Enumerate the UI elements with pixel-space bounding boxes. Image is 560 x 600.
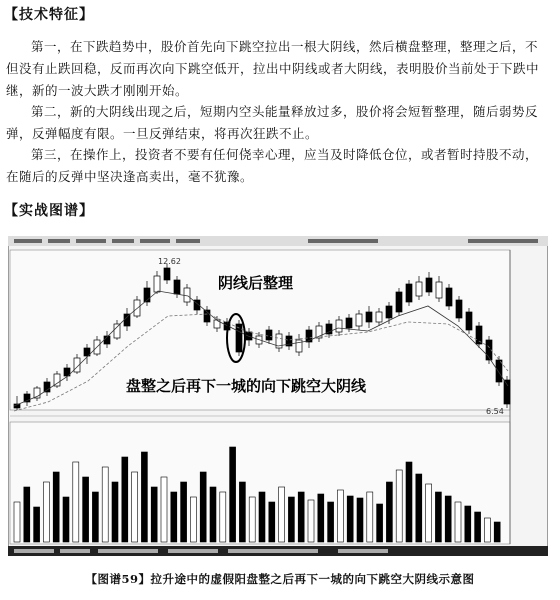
volume-bar bbox=[141, 452, 147, 542]
volume-bar bbox=[73, 462, 79, 542]
volume-bar bbox=[122, 457, 128, 542]
figure-caption: 【图谱59】拉升途中的虚假阳盘整之后再下一城的向下跳空大阴线示意图 bbox=[85, 572, 475, 586]
candle-body bbox=[416, 282, 422, 296]
candle-body bbox=[266, 330, 272, 340]
section-heading-chart: 【实战图谱】 bbox=[4, 203, 94, 219]
candle-body bbox=[184, 288, 190, 302]
candle-body bbox=[496, 360, 502, 382]
volume-bar bbox=[396, 470, 402, 542]
volume-bar bbox=[357, 498, 363, 542]
candle-body bbox=[366, 312, 372, 322]
candle-body bbox=[396, 292, 402, 312]
volume-bar bbox=[337, 490, 343, 542]
volume-bar bbox=[259, 492, 265, 542]
volume-bar bbox=[288, 497, 294, 542]
volume-bar bbox=[269, 502, 275, 542]
volume-bar bbox=[249, 497, 255, 542]
candle-body bbox=[346, 318, 352, 328]
candle-body bbox=[114, 324, 120, 338]
candle-body bbox=[386, 306, 392, 318]
volume-bar bbox=[171, 492, 177, 542]
volume-bar bbox=[328, 502, 334, 542]
paragraph-1: 第一，在下跌趋势中，股价首先向下跳空拉出一根大阴线，然后横盘整理，整理之后，不但没有止跌回稳，反而再次向下跳空低开，拉出中阴线或者大阴线，表明股价当前处于下跌中继，新的一波大跌才刚刚开始。 bbox=[6, 39, 540, 98]
section-heading-tech: 【技术特征】 bbox=[4, 7, 94, 23]
volume-bar bbox=[24, 487, 30, 542]
volume-bar bbox=[14, 502, 20, 542]
volume-bar bbox=[435, 492, 441, 542]
volume-bar bbox=[416, 474, 422, 542]
volume-bar bbox=[34, 507, 40, 542]
volume-bar bbox=[43, 482, 49, 542]
candle-body bbox=[356, 314, 362, 326]
low-price-label: 6.54 bbox=[486, 407, 504, 416]
volume-bar bbox=[386, 482, 392, 542]
candle-body bbox=[336, 320, 342, 332]
volume-bar bbox=[484, 518, 490, 542]
volume-bar bbox=[190, 497, 196, 542]
candle-body bbox=[456, 300, 462, 318]
candle-body bbox=[154, 276, 160, 292]
volume-bar bbox=[102, 467, 108, 542]
candlestick-chart-screenshot bbox=[8, 236, 548, 556]
paragraph-3: 第三，在操作上，投资者不要有任何侥幸心理，应当及时降低仓位，或者暂时持股不动，在随后的反弹中坚决逢高卖出，毫不犹豫。 bbox=[6, 147, 539, 184]
annotation-bottom: 盘整之后再下一城的向下跳空大阴线 bbox=[126, 377, 367, 395]
volume-bar bbox=[220, 492, 226, 542]
volume-bar bbox=[63, 497, 69, 542]
volume-bar bbox=[377, 504, 383, 542]
volume-bar bbox=[298, 492, 304, 542]
volume-bar bbox=[445, 496, 451, 542]
candle-body bbox=[174, 280, 180, 294]
high-price-label: 12.62 bbox=[158, 257, 181, 266]
paragraph-2: 第二，新的大阴线出现之后，短期内空头能量释放过多，股价将会短暂整理，随后弱势反弹，反弹幅度有限。一旦反弹结束，将再次狂跌不止。 bbox=[6, 104, 539, 141]
candle-body bbox=[436, 282, 442, 298]
annotation-top: 阴线后整理 bbox=[218, 274, 294, 292]
volume-bar bbox=[230, 447, 236, 542]
volume-bar bbox=[181, 482, 187, 542]
volume-bar bbox=[112, 482, 118, 542]
volume-bar bbox=[92, 492, 98, 542]
volume-bar bbox=[494, 522, 500, 542]
candle-body bbox=[44, 382, 50, 392]
volume-bar bbox=[200, 472, 206, 542]
candle-body bbox=[54, 374, 60, 386]
candle-body bbox=[426, 278, 432, 292]
volume-bar bbox=[308, 500, 314, 542]
candle-body bbox=[164, 268, 170, 280]
volume-bar bbox=[210, 487, 216, 542]
volume-bar bbox=[279, 487, 285, 542]
volume-bar bbox=[347, 496, 353, 542]
volume-bar bbox=[475, 512, 481, 542]
candle-body bbox=[504, 380, 510, 404]
candle-body bbox=[124, 314, 130, 326]
volume-bar bbox=[455, 502, 461, 542]
volume-bar bbox=[239, 482, 245, 542]
candle-body bbox=[406, 284, 412, 302]
volume-bar bbox=[406, 462, 412, 542]
volume-bar bbox=[132, 472, 138, 542]
volume-bar bbox=[53, 472, 59, 542]
volume-bar bbox=[161, 477, 167, 542]
volume-bar bbox=[465, 506, 471, 542]
volume-bar bbox=[83, 477, 89, 542]
candle-body bbox=[376, 312, 382, 322]
volume-bar bbox=[151, 487, 157, 542]
volume-bar bbox=[318, 494, 324, 542]
volume-bar bbox=[367, 492, 373, 542]
candle-body bbox=[446, 288, 452, 306]
volume-bar bbox=[426, 484, 432, 542]
candle-body bbox=[466, 312, 472, 330]
